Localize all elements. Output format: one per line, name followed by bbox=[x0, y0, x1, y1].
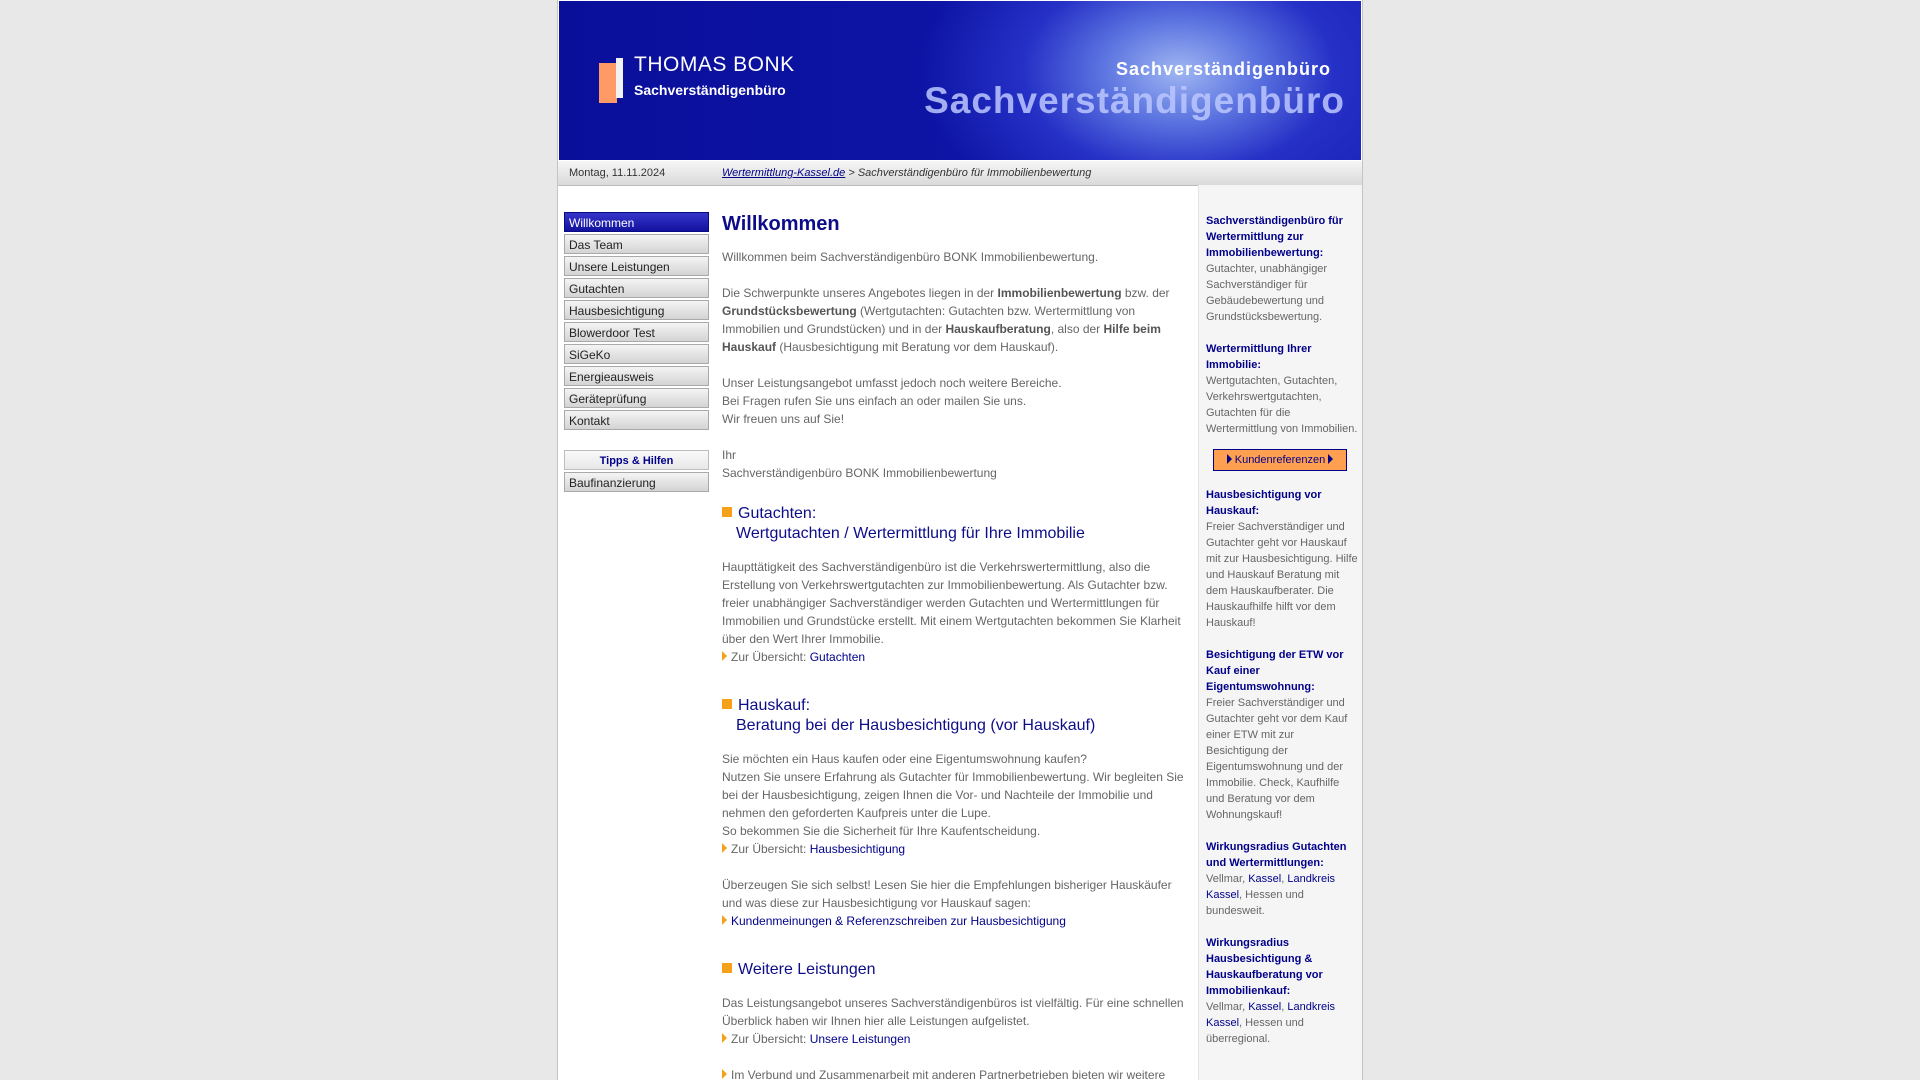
square-bullet-icon bbox=[722, 507, 732, 517]
current-date: Montag, 11.11.2024 bbox=[569, 167, 666, 179]
nav-item-energieausweis[interactable]: Energieausweis bbox=[564, 366, 709, 386]
info-block-radius-hausbesichtigung bbox=[1206, 935, 1358, 1047]
arrow-right-icon bbox=[722, 915, 727, 925]
bold-text: Immobilienbewertung bbox=[997, 286, 1122, 300]
text: Vellmar, bbox=[1206, 1001, 1249, 1013]
logo-mark-accent bbox=[616, 58, 623, 98]
info-block-wertermittlung bbox=[1206, 213, 1358, 325]
header-banner bbox=[559, 1, 1361, 160]
focus-paragraph bbox=[722, 284, 1192, 356]
nav-item-sigeko[interactable]: SiGeKo bbox=[564, 344, 709, 364]
text: Bei Fragen rufen Sie uns einfach an oder mailen Sie uns. bbox=[722, 394, 1027, 408]
page bbox=[557, 0, 1363, 1080]
logo-name: THOMAS BONK bbox=[634, 53, 795, 76]
section-gutachten-text: Haupttätigkeit des Sachverständigenbüro ist die Verkehrswertermittlung, also die Erstellung von Verkehrswertgutachten zur Immobilienbewertung. Als Gutachter bzw. freier unabhängiger Sachverständiger werden Gutachten und Wertermittlungen für Immobilien und Grundstücke erstellt. Mit einem Wertgutachten bekommen Sie Klarheit über den Wert Ihrer Immobilie. bbox=[722, 560, 1181, 646]
testimonials-link-row bbox=[722, 912, 1192, 930]
text: (Hausbesichtigung mit Beratung vor dem Hauskauf). bbox=[776, 340, 1059, 354]
info-text: Freier Sachverständiger und Gutachter geht vor Hauskauf mit zur Hausbesichtigung. Hilfe und Hauskauf Beratung mit dem Hauskaufberater. Die Hauskaufhilfe hilft vor dem Hauskauf! bbox=[1206, 521, 1358, 629]
square-bullet-icon bbox=[722, 699, 732, 709]
overview-label: Zur Übersicht: bbox=[731, 1032, 810, 1046]
arrow-right-icon bbox=[722, 651, 727, 661]
nav-item-unsere-leistungen[interactable]: Unsere Leistungen bbox=[564, 256, 709, 276]
info-text: Freier Sachverständiger und Gutachter geht vor dem Kauf einer ETW mit zur Besichtigung der Eigentumswohnung und der Immobilie. Check, Kaufhilfe und Beratung vor dem Wohnungskauf! bbox=[1206, 697, 1348, 821]
breadcrumb-current: > Sachverständigenbüro für Immobilienbewertung bbox=[845, 167, 1092, 179]
testimonials-link[interactable]: Kundenmeinungen & Referenzschreiben zur Hausbesichtigung bbox=[731, 914, 1066, 928]
section-heading: Weitere Leistungen bbox=[738, 961, 876, 978]
text: , bbox=[1281, 873, 1288, 885]
text: Im Verbund und Zusammenarbeit mit anderen Partnerbetrieben bieten wir weitere bbox=[731, 1068, 1166, 1080]
breadcrumb-home-link[interactable]: Wertermittlung-Kassel.de bbox=[722, 167, 846, 179]
arrow-right-icon bbox=[1227, 454, 1232, 464]
text: Sie möchten ein Haus kaufen oder eine Eigentumswohnung kaufen? bbox=[722, 752, 1087, 766]
nav-item-willkommen[interactable]: Willkommen bbox=[564, 212, 709, 232]
arrow-right-icon bbox=[722, 843, 727, 853]
testimonial-text: Überzeugen Sie sich selbst! Lesen Sie hier die Empfehlungen bisheriger Hauskäufer und was diese zur Hausbesichtigung vor Hauskauf sagen: bbox=[722, 878, 1172, 910]
intro-text: Willkommen beim Sachverständigenbüro BONK Immobilienbewertung. bbox=[722, 250, 1099, 264]
info-text bbox=[1206, 999, 1358, 1047]
tipps-heading: Tipps & Hilfen bbox=[564, 450, 709, 470]
overview-label: Zur Übersicht: bbox=[731, 650, 810, 664]
arrow-right-icon bbox=[1328, 454, 1333, 464]
text: , Hessen und überregional. bbox=[1206, 1017, 1304, 1045]
tipps-section bbox=[564, 450, 709, 494]
info-block-hausbesichtigung bbox=[1206, 487, 1358, 631]
text: Die Schwerpunkte unseres Angebotes liegen in der bbox=[722, 286, 998, 300]
section-leistungen-title bbox=[722, 960, 1192, 980]
info-block-etw bbox=[1206, 647, 1358, 823]
text: (Wertgutachten: Gutachten bzw. Wertermittlung von Immobilien und Grundstücken) und in der bbox=[722, 304, 1136, 336]
section-leistungen-text: Das Leistungsangebot unseres Sachverständigenbüros ist vielfältig. Für eine schnellen Überblick haben wir Ihnen hier alle Leistungen aufgelistet. bbox=[722, 996, 1184, 1028]
button-label: Kundenreferenzen bbox=[1234, 454, 1326, 466]
section-subheading: Wertgutachten / Wertermittlung für Ihre Immobilie bbox=[736, 525, 1085, 542]
info-block-radius-gutachten bbox=[1206, 839, 1358, 919]
leistungen-link[interactable]: Unsere Leistungen bbox=[809, 1032, 911, 1046]
overview-leistungen bbox=[722, 1030, 1192, 1048]
logo-subtitle: Sachverständigenbüro bbox=[634, 82, 786, 98]
arrow-right-icon bbox=[722, 1069, 727, 1079]
kundenreferenzen-button[interactable] bbox=[1213, 449, 1347, 471]
landkreis-kassel-link[interactable]: Landkreis Kassel bbox=[1206, 873, 1336, 901]
nav-item-geraetepruefung[interactable]: Geräteprüfung bbox=[564, 388, 709, 408]
info-heading: Wirkungsradius Hausbesichtigung & Hauskaufberatung vor Immobilienkauf: bbox=[1206, 937, 1323, 997]
overview-hausbesichtigung bbox=[722, 840, 1192, 858]
bold-text: Grundstücksbewertung bbox=[722, 304, 857, 318]
info-heading: Wirkungsradius Gutachten und Wertermittlungen: bbox=[1206, 841, 1347, 869]
landkreis-kassel-link[interactable]: Landkreis Kassel bbox=[1206, 1001, 1336, 1029]
section-hauskauf-title bbox=[722, 696, 1192, 736]
nav-item-das-team[interactable]: Das Team bbox=[564, 234, 709, 254]
gutachten-link[interactable]: Gutachten bbox=[809, 650, 866, 664]
hausbesichtigung-link[interactable]: Hausbesichtigung bbox=[809, 842, 906, 856]
text: Sachverständigenbüro BONK Immobilienbewertung bbox=[722, 466, 997, 480]
text: Wir freuen uns auf Sie! bbox=[722, 412, 845, 426]
main-content bbox=[722, 212, 1192, 1080]
text: , also der bbox=[1050, 322, 1104, 336]
section-hauskauf-text bbox=[722, 750, 1192, 840]
right-sidebar bbox=[1198, 185, 1362, 1080]
overview-label: Zur Übersicht: bbox=[731, 842, 810, 856]
header-title-small: Sachverständigenbüro bbox=[1115, 59, 1331, 79]
kassel-link[interactable]: Kassel bbox=[1248, 873, 1282, 885]
text: bzw. der bbox=[1121, 286, 1170, 300]
offer-paragraph bbox=[722, 374, 1192, 428]
nav-item-blowerdoor-test[interactable]: Blowerdoor Test bbox=[564, 322, 709, 342]
sidebar-nav bbox=[564, 212, 709, 432]
breadcrumb bbox=[722, 167, 1091, 179]
overview-gutachten bbox=[722, 648, 1192, 666]
info-text: Gutachter, unabhängiger Sachverständiger für Gebäudebewertung und Grundstücksbewertung. bbox=[1206, 263, 1328, 323]
partner-text bbox=[722, 1066, 1192, 1080]
header-title-big: Sachverständigenbüro bbox=[924, 80, 1345, 121]
text: Ihr bbox=[722, 448, 737, 462]
text: Nutzen Sie unsere Erfahrung als Gutachter für Immobilienbewertung. Wir begleiten Sie bei der Hausbesichtigung, zeigen Ihnen die Vor- und Nachteile der Immobilie und nehmen den geforderten Kaufpreis unter die Lupe. bbox=[722, 770, 1184, 820]
info-heading: Hausbesichtigung vor Hauskauf: bbox=[1206, 489, 1322, 517]
text: , bbox=[1281, 1001, 1288, 1013]
text: Unser Leistungsangebot umfasst jedoch noch weitere Bereiche. bbox=[722, 376, 1062, 390]
nav-item-kontakt[interactable]: Kontakt bbox=[564, 410, 709, 430]
date-bar bbox=[558, 161, 1362, 186]
info-heading: Sachverständigenbüro für Wertermittlung zur Immobilienbewertung: bbox=[1206, 215, 1343, 259]
square-bullet-icon bbox=[722, 963, 732, 973]
logo-mark bbox=[599, 63, 617, 103]
text: , Hessen und bundesweit. bbox=[1206, 889, 1304, 917]
signature bbox=[722, 446, 1192, 482]
info-heading: Wertermittlung Ihrer Immobilie: bbox=[1206, 343, 1312, 371]
section-gutachten-title bbox=[722, 504, 1192, 544]
info-block-immobilie bbox=[1206, 341, 1358, 437]
kassel-link[interactable]: Kassel bbox=[1248, 1001, 1282, 1013]
nav-item-hausbesichtigung[interactable]: Hausbesichtigung bbox=[564, 300, 709, 320]
section-subheading: Beratung bei der Hausbesichtigung (vor Hauskauf) bbox=[736, 717, 1096, 734]
text: Vellmar, bbox=[1206, 873, 1249, 885]
bold-text: Hauskaufberatung bbox=[945, 322, 1051, 336]
nav-item-gutachten[interactable]: Gutachten bbox=[564, 278, 709, 298]
info-heading: Besichtigung der ETW vor Kauf einer Eigentumswohnung: bbox=[1206, 649, 1344, 693]
arrow-right-icon bbox=[722, 1033, 727, 1043]
info-text bbox=[1206, 871, 1358, 919]
section-heading: Gutachten: bbox=[738, 505, 817, 522]
bold-text: Hilfe beim Hauskauf bbox=[722, 322, 1161, 354]
info-text: Wertgutachten, Gutachten, Verkehrswertgutachten, Gutachten für die Wertermittlung von Immobilien. bbox=[1206, 375, 1358, 435]
nav-item-baufinanzierung[interactable]: Baufinanzierung bbox=[564, 472, 709, 492]
section-heading: Hauskauf: bbox=[738, 697, 811, 714]
logo[interactable] bbox=[597, 53, 797, 113]
text: So bekommen Sie die Sicherheit für Ihre Kaufentscheidung. bbox=[722, 824, 1041, 838]
page-title: Willkommen bbox=[722, 213, 840, 235]
